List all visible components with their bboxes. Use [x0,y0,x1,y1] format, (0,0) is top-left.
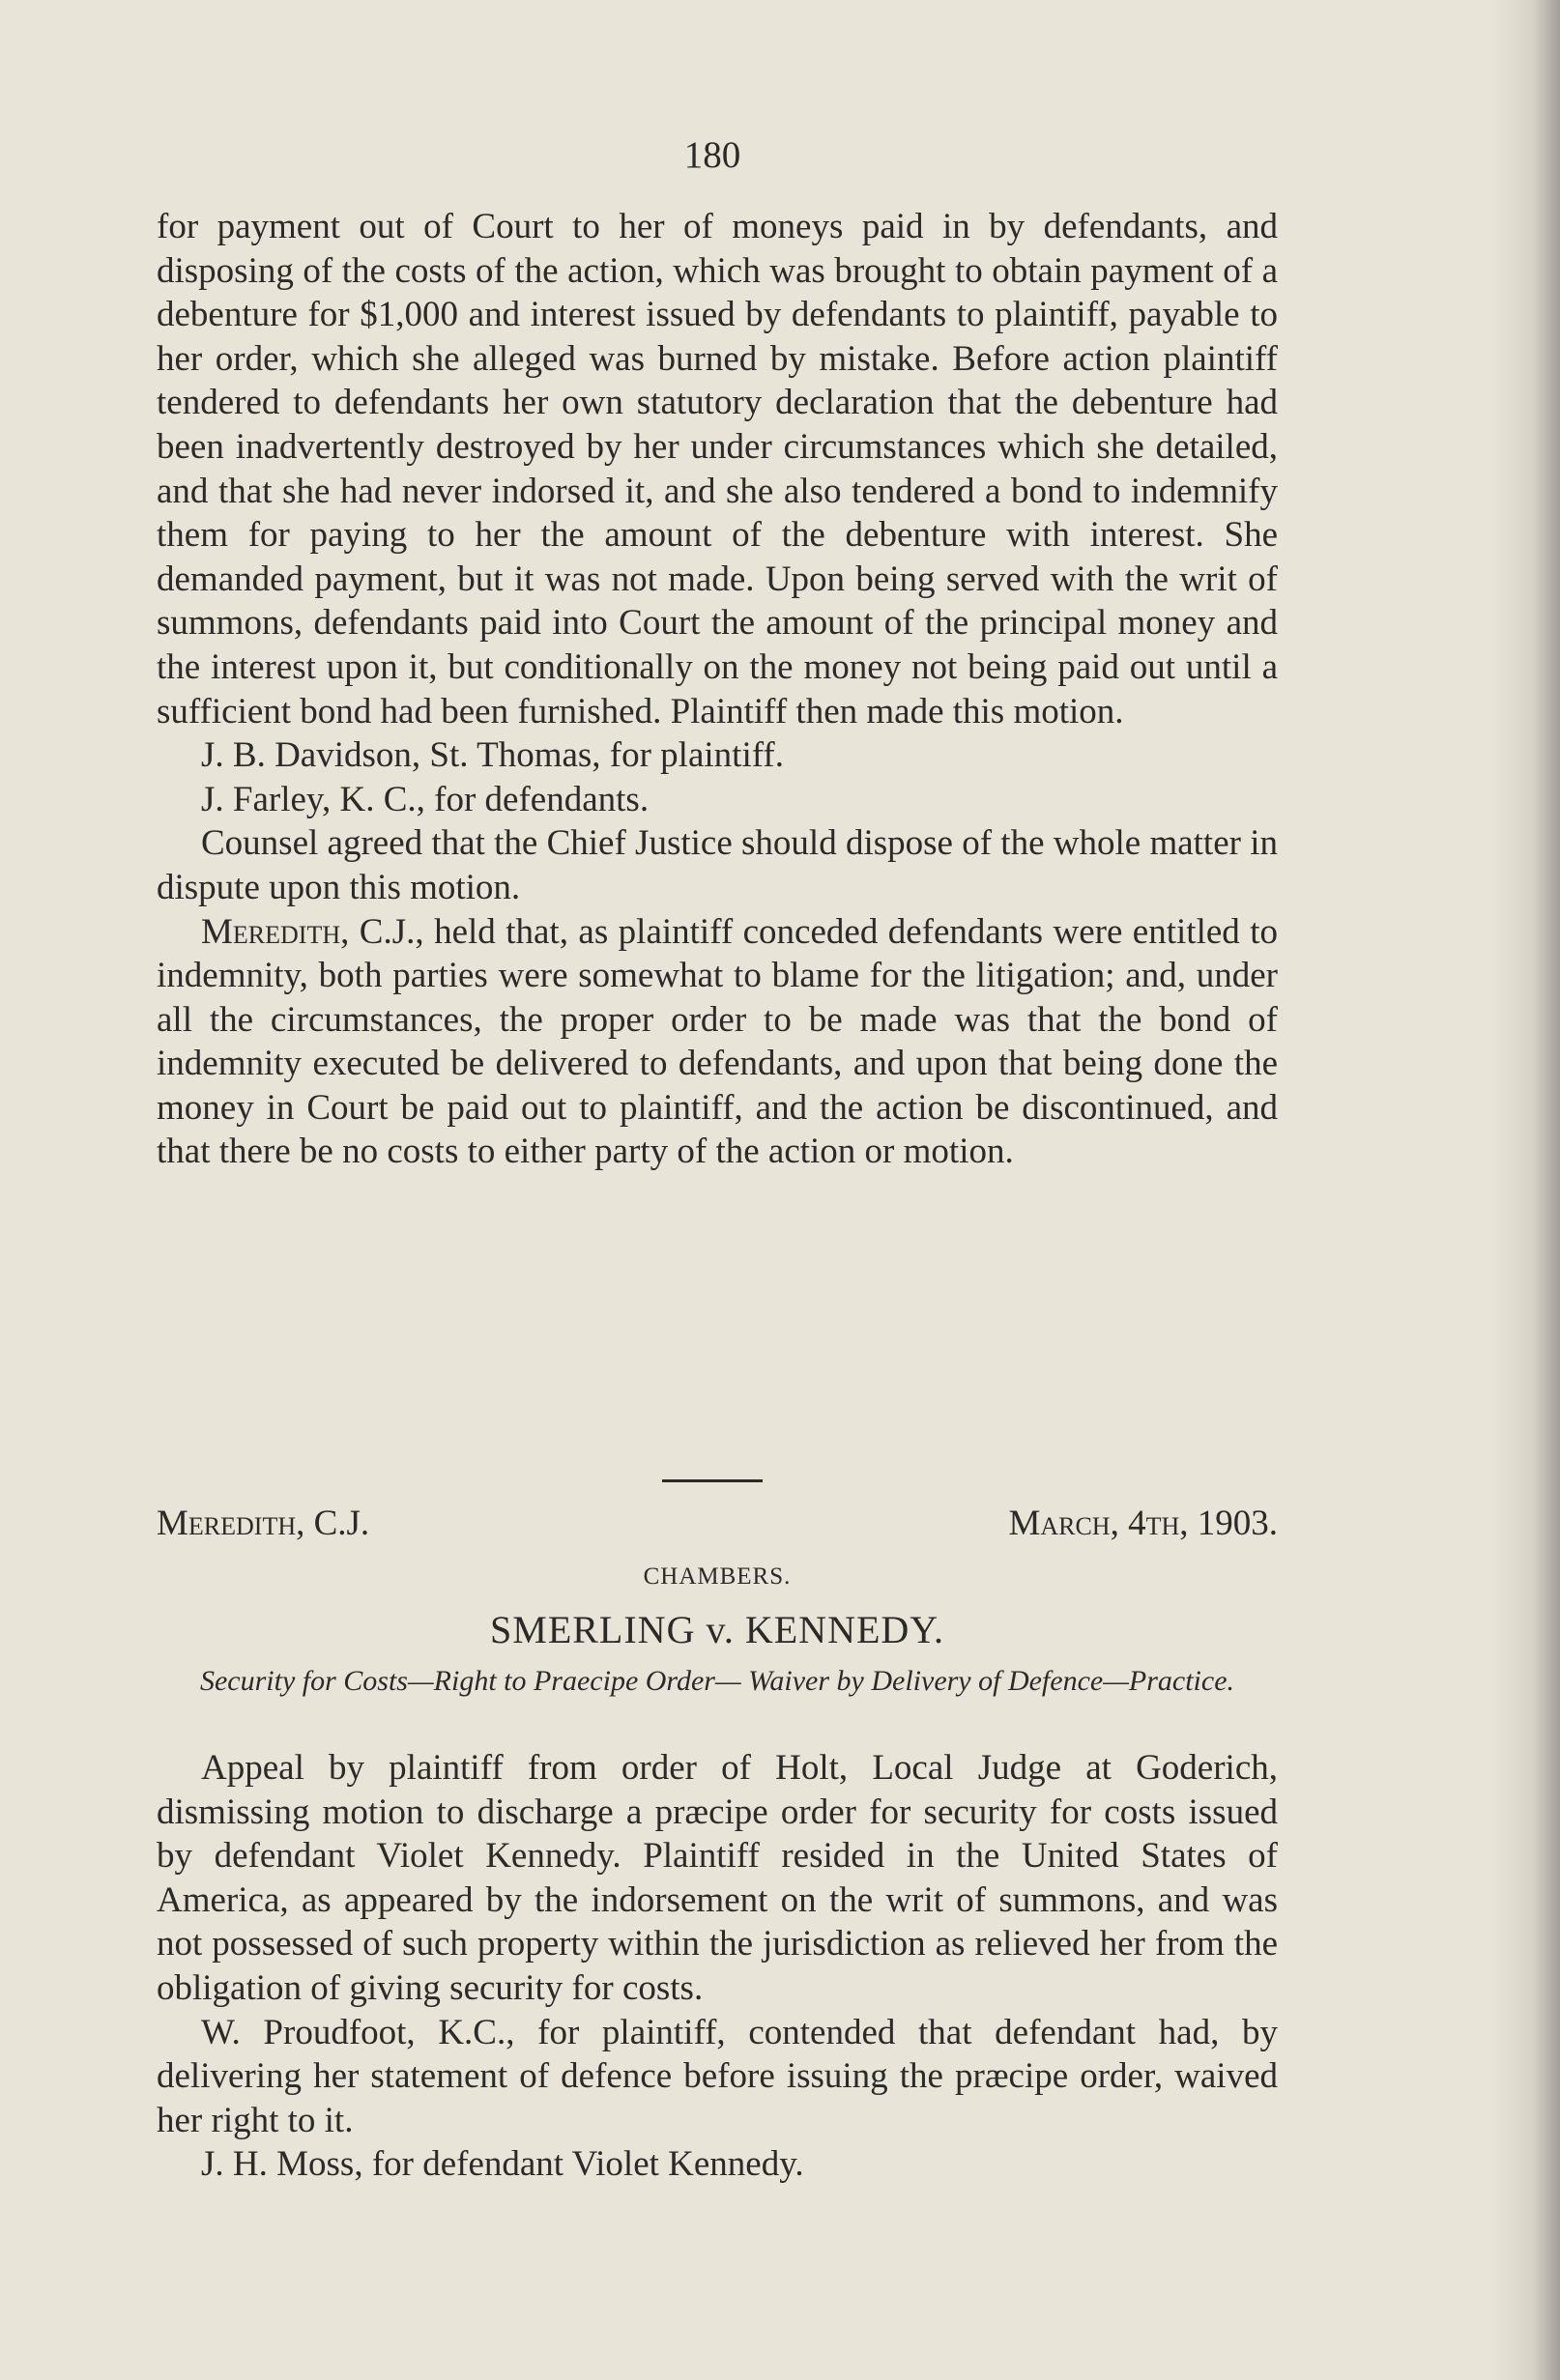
case-judge-name: Meredith [157,1504,297,1543]
chambers-label: CHAMBERS. [643,1563,792,1590]
section-divider [662,1479,763,1482]
counsel-agreement: Counsel agreed that the Chief Justice should dispose of the whole matter in dispute upon this motion. [157,823,1278,907]
case-date-month: March [1008,1504,1111,1543]
case-judge-suffix: , C.J. [296,1504,370,1543]
case-counsel-defendant: J. H. Moss, for defendant Violet Kennedy. [201,2144,804,2185]
case-headnote: Security for Costs—Right to Praecipe Order— Waiver by Delivery of Defence—Practice. [199,1665,1235,1697]
holding-text: , C.J., held that, as plaintiff conceded defendants were entitled to indemnity, both parties were somewhat to blame for the litigation; and, under all the circumstances, the proper order to be made was that the bond of indemnity executed be delivered to defendants, and upon that being done the money in Court be paid out to plaintiff, and the action be discontinued, and that there be no costs to either party of the action or motion. [157,911,1278,1172]
page-edge-shadow [1492,0,1560,2380]
case-body [157,1746,1278,2187]
case-date-rest: , 4th, 1903. [1110,1504,1278,1543]
case-title: SMERLING v. KENNEDY. [490,1608,944,1651]
appeal-paragraph: Appeal by plaintiff from order of Holt, Local Judge at Goderich, dismissing motion to discharge a præcipe order for security for costs issued by defendant Violet Kennedy. Plaintiff resided in the United States of America, as appeared by the indorsement on the writ of summons, and was not possessed of such property within the jurisdiction as relieved her from the obligation of giving security for costs. [157,1748,1278,2008]
case-judge [157,1503,369,1544]
page-number: 180 [683,134,741,176]
holding-judge-name: Meredith [201,911,341,952]
continuation-section [157,205,1278,1174]
holding-paragraph [157,910,1278,1175]
case-date [1008,1503,1278,1544]
counsel-plaintiff: J. B. Davidson, St. Thomas, for plaintiff. [201,735,784,776]
continuation-paragraph: for payment out of Court to her of moneys paid in by defendants, and disposing of the costs of the action, which was brought to obtain payment of a debenture for $1,000 and interest issued by defendants to plaintiff, payable to her order, which she alleged was burned by mistake. Before action plaintiff tendered to defendants her own statutory declaration that the debenture had been inadvertently destroyed by her under circumstances which she detailed, and that she had never indorsed it, and she also tendered a bond to indemnify them for paying to her the amount of the debenture with interest. She demanded payment, but it was not made. Upon being served with the writ of summons, defendants paid into Court the amount of the principal money and the interest upon it, but conditionally on the money not being paid out until a sufficient bond had been furnished. Plaintiff then made this motion. [157,207,1278,731]
case-header [157,1503,1278,1544]
counsel-defendants: J. Farley, K. C., for defendants. [201,779,650,819]
case-counsel-plaintiff: W. Proudfoot, K.C., for plaintiff, contended that defendant had, by delivering her statement of defence before issuing the præcipe order, waived her right to it. [157,2012,1278,2140]
